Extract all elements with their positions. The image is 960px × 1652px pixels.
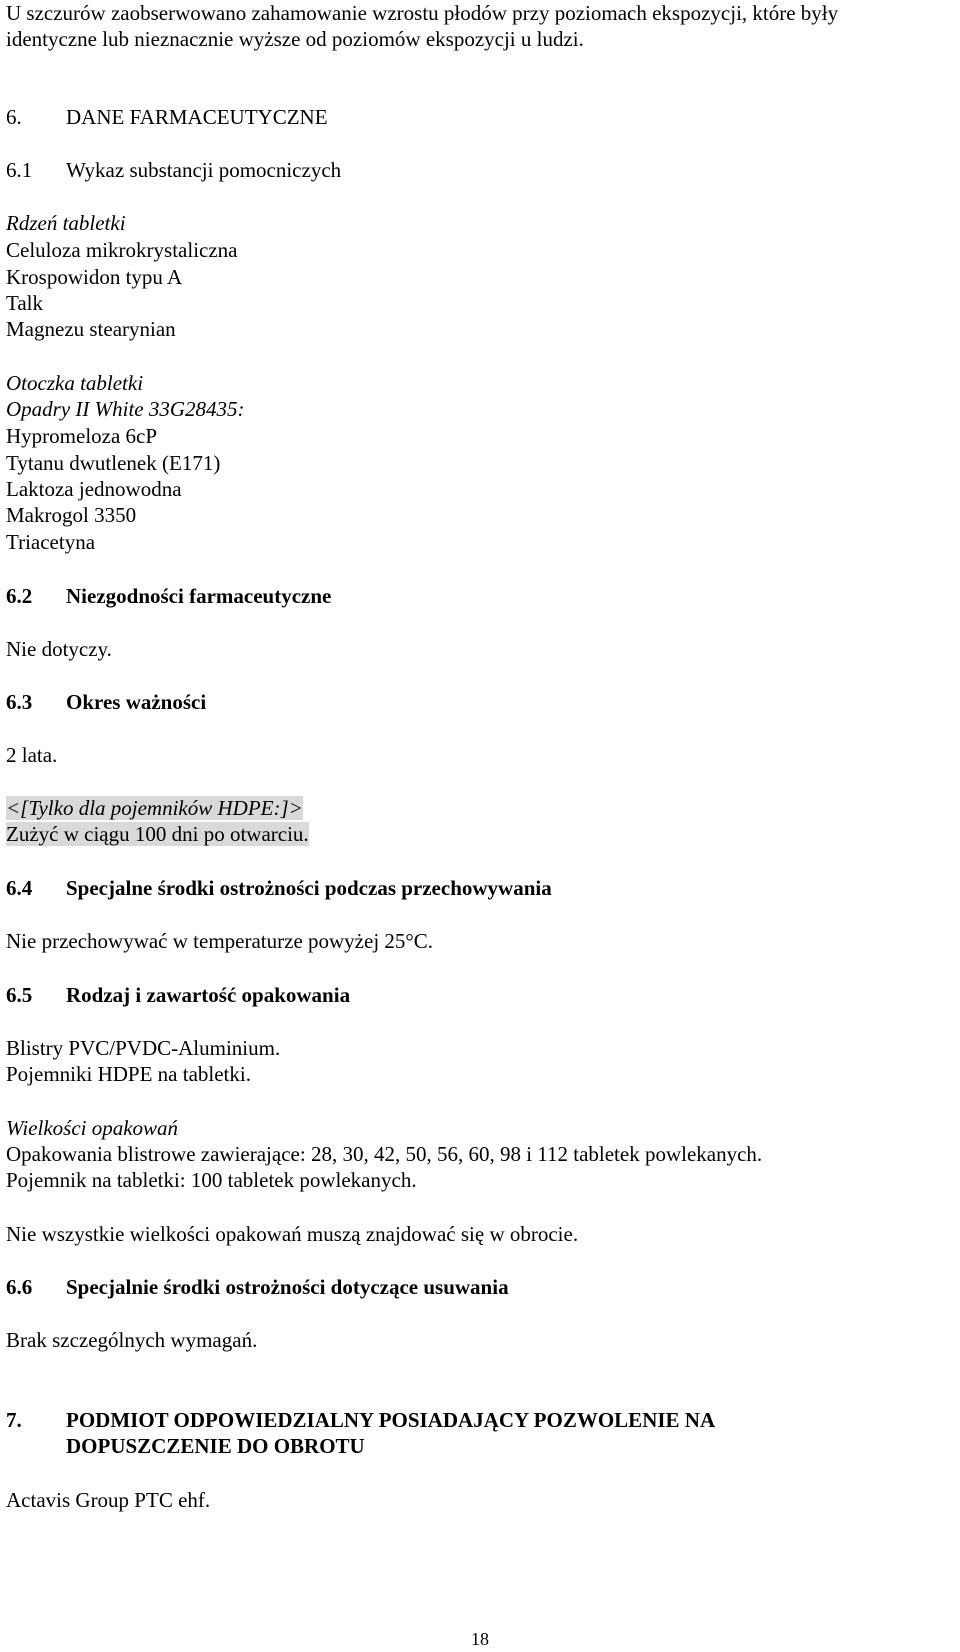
section-6-2-text: Nie dotyczy. xyxy=(6,637,112,661)
pack-sizes-note: Nie wszystkie wielkości opakowań muszą znajdować się w obrocie. xyxy=(6,1222,579,1246)
section-number: 6. xyxy=(6,105,22,129)
pack-sizes-heading: Wielkości opakowań xyxy=(6,1116,179,1140)
hdpe-note-text: <[Tylko dla pojemników HDPE:]> xyxy=(6,796,303,820)
section-6-5-heading xyxy=(6,982,350,1008)
packaging-line-2: Pojemniki HDPE na tabletki. xyxy=(6,1062,251,1086)
hdpe-text: Zużyć w ciągu 100 dni po otwarciu. xyxy=(6,822,309,846)
section-title: Niezgodności farmaceutyczne xyxy=(66,584,332,608)
section-6-6-heading xyxy=(6,1274,509,1300)
section-number: 6.4 xyxy=(6,876,33,900)
section-6-2-heading xyxy=(6,583,331,609)
section-title: Okres ważności xyxy=(66,690,207,714)
section-6-4-heading xyxy=(6,875,552,901)
section-number: 6.3 xyxy=(6,690,33,714)
coat-subheading: Opadry II White 33G28435: xyxy=(6,397,245,421)
coat-item: Laktoza jednowodna xyxy=(6,477,182,501)
section-title: Specjalnie środki ostrożności dotyczące usuwania xyxy=(66,1275,509,1299)
coat-item: Tytanu dwutlenek (E171) xyxy=(6,451,221,475)
section-6-3-text: 2 lata. xyxy=(6,743,58,767)
intro-line-1: U szczurów zaobserwowano zahamowanie wzrostu płodów przy poziomach ekspozycji, które były xyxy=(6,1,839,25)
section-7-title-line-2: DOPUSZCZENIE DO OBROTU xyxy=(66,1434,365,1458)
section-title: Specjalne środki ostrożności podczas przechowywania xyxy=(66,876,552,900)
section-7-text: Actavis Group PTC ehf. xyxy=(6,1488,211,1512)
section-number: 6.2 xyxy=(6,584,33,608)
hdpe-note xyxy=(6,795,303,821)
packaging-line-1: Blistry PVC/PVDC-Aluminium. xyxy=(6,1036,281,1060)
section-title: Wykaz substancji pomocniczych xyxy=(66,158,342,182)
coat-item: Triacetyna xyxy=(6,530,96,554)
hdpe-text-line xyxy=(6,821,309,847)
section-6-3-heading xyxy=(6,689,206,715)
section-title: Rodzaj i zawartość opakowania xyxy=(66,983,351,1007)
section-6-heading xyxy=(6,104,328,130)
section-6-1-heading xyxy=(6,157,341,183)
section-number: 7. xyxy=(6,1408,22,1432)
section-number: 6.1 xyxy=(6,158,33,182)
section-number: 6.5 xyxy=(6,983,33,1007)
section-7-heading xyxy=(6,1407,715,1433)
core-item: Celuloza mikrokrystaliczna xyxy=(6,238,238,262)
section-title: DANE FARMACEUTYCZNE xyxy=(66,105,328,129)
coat-heading: Otoczka tabletki xyxy=(6,371,144,395)
core-heading: Rdzeń tabletki xyxy=(6,211,126,235)
coat-item: Hypromeloza 6cP xyxy=(6,424,158,448)
page-number: 18 xyxy=(471,1629,489,1649)
pack-sizes-line-1: Opakowania blistrowe zawierające: 28, 30, 42, 50, 56, 60, 98 i 112 tabletek powlekanych. xyxy=(6,1142,763,1166)
core-item: Magnezu stearynian xyxy=(6,317,176,341)
core-item: Talk xyxy=(6,291,44,315)
section-6-4-text: Nie przechowywać w temperaturze powyżej 25°C. xyxy=(6,929,434,953)
pack-sizes-line-2: Pojemnik na tabletki: 100 tabletek powlekanych. xyxy=(6,1168,417,1192)
coat-item: Makrogol 3350 xyxy=(6,503,137,527)
section-6-6-text: Brak szczególnych wymagań. xyxy=(6,1328,258,1352)
intro-line-2: identyczne lub nieznacznie wyższe od poziomów ekspozycji u ludzi. xyxy=(6,27,584,51)
section-number: 6.6 xyxy=(6,1275,33,1299)
section-title-line-1: PODMIOT ODPOWIEDZIALNY POSIADAJĄCY POZWOLENIE NA xyxy=(66,1408,716,1432)
core-item: Krospowidon typu A xyxy=(6,265,183,289)
